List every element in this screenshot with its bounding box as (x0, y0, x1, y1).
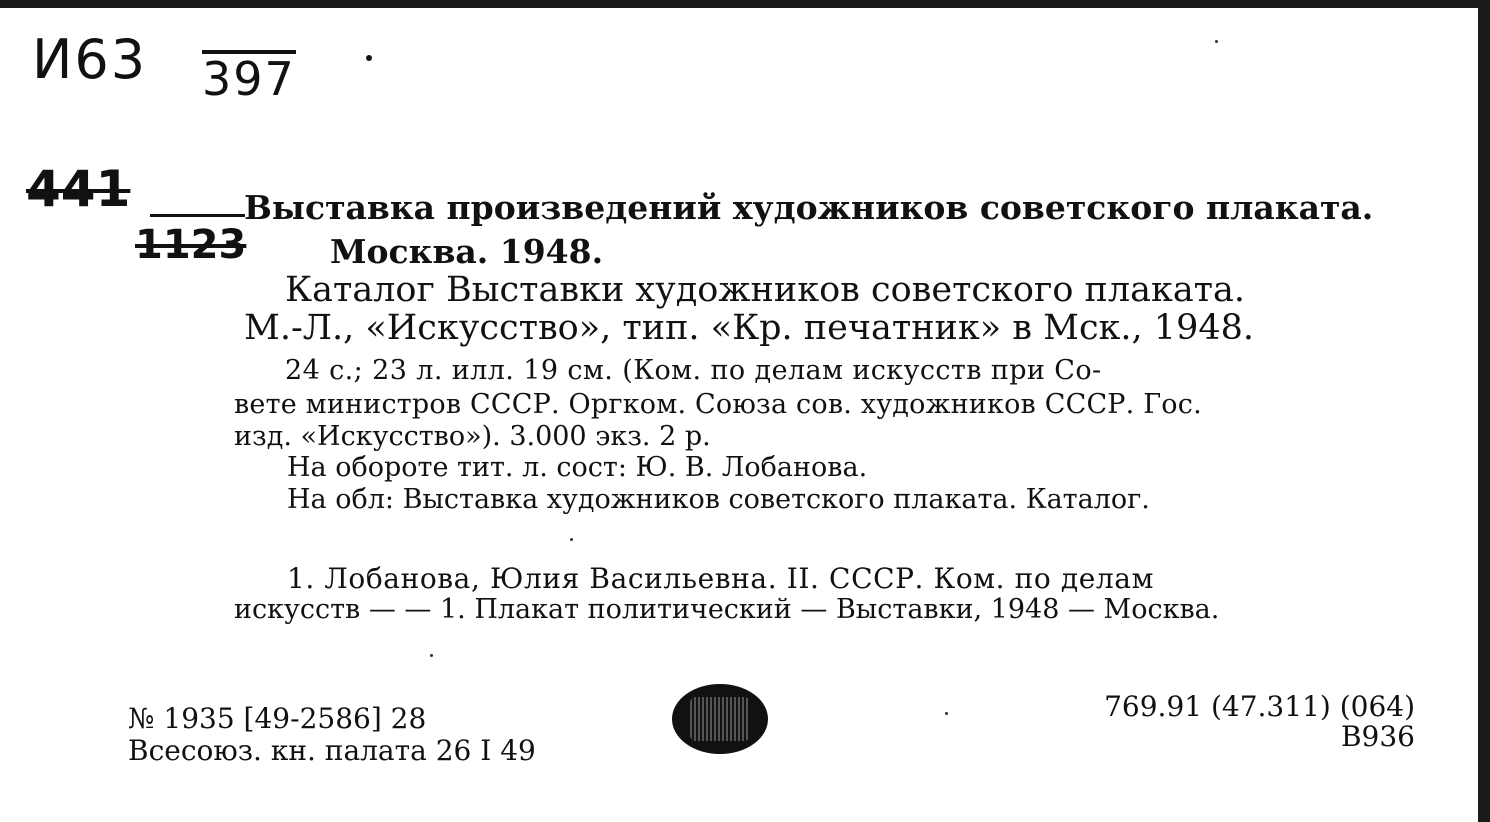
ink-dot (366, 55, 372, 61)
heading-line-2: Москва. 1948. (330, 232, 604, 271)
record-number: № 1935 [49-2586] 28 (128, 702, 427, 735)
speck (570, 538, 573, 541)
description-line-1: 24 с.; 23 л. илл. 19 см. (Ком. по делам искусств при Со- (285, 355, 1102, 386)
tracing-line-2: искусств — — 1. Плакат политический — Выставки, 1948 — Москва. (234, 594, 1220, 625)
shelfmark-denominator: 397 (202, 52, 296, 106)
heading-line-1: Выставка произведений художников советского плаката. (244, 188, 1374, 227)
crossed-number-top: 441 (26, 160, 131, 218)
tracing-line-1: 1. Лобанова, Юлия Васильевна. II. СССР. Ком. по делам (287, 562, 1154, 595)
title-line-2: М.-Л., «Искусство», тип. «Кр. печатник» в Мск., 1948. (244, 308, 1255, 348)
speck (430, 654, 433, 657)
speck (945, 712, 948, 715)
pointer-line (150, 214, 245, 217)
speck (1215, 40, 1218, 43)
description-line-3: изд. «Искусство»). 3.000 экз. 2 р. (234, 421, 711, 452)
description-line-2: вете министров СССР. Оргком. Союза сов. художников СССР. Гос. (234, 389, 1202, 420)
note-verso: На обороте тит. л. сост: Ю. В. Лобанова. (287, 452, 868, 483)
title-line-1: Каталог Выставки художников советского плаката. (285, 270, 1246, 310)
crossed-number-bottom: 1123 (135, 222, 247, 268)
book-chamber: Всесоюз. кн. палата 26 I 49 (128, 734, 536, 767)
shelfmark-prefix: И63 (32, 28, 148, 91)
note-cover: На обл: Выставка художников советского плаката. Каталог. (287, 484, 1150, 515)
classification-index: 769.91 (47.311) (064) (1104, 690, 1415, 723)
ink-stamp-texture (690, 697, 750, 741)
author-mark: В936 (1340, 720, 1415, 753)
